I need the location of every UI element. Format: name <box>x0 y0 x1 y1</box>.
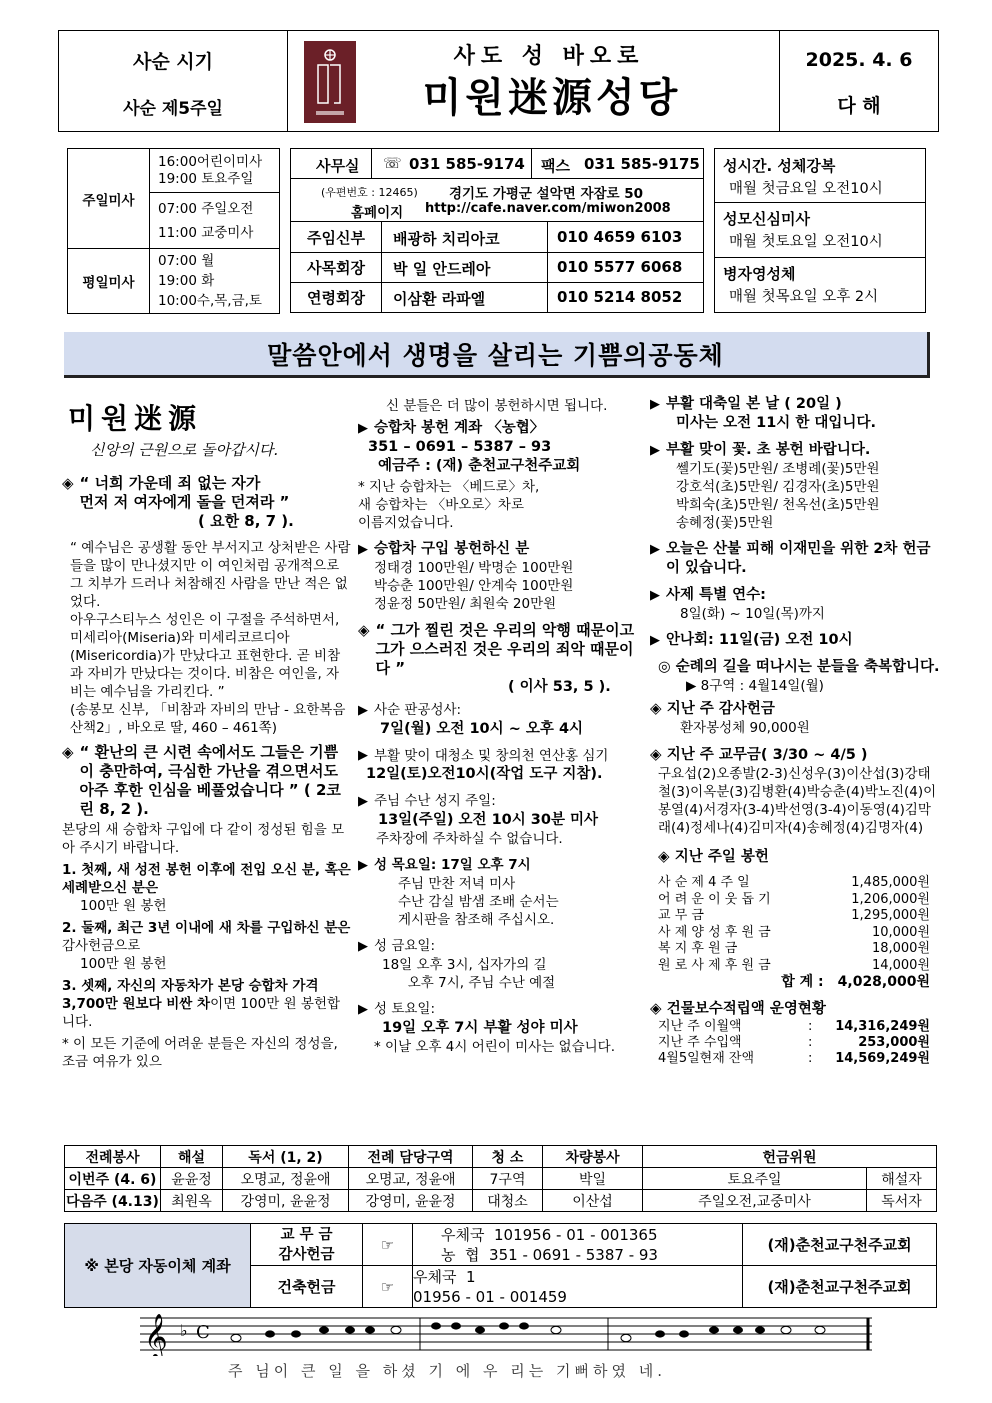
appeal-text: 본당의 새 승합차 구입에 다 같이 정성된 힘을 모아 주시기 바랍니다. <box>62 822 345 856</box>
notice-title: 주님 수난 성지 주일: <box>374 793 496 809</box>
account-holder: 예금주 : (재) 춘천교구천주교회 <box>378 458 581 474</box>
notice-title: 사제 특별 연수: <box>666 587 766 603</box>
donor-line: 송혜정(꽃)5만원 <box>676 515 774 531</box>
donor-line: 박희숙(초)5만원/ 천옥선(초)5만원 <box>676 497 880 513</box>
notice-note: 주차장에 주차하실 수 없습니다. <box>376 831 563 847</box>
triangle-bullet-icon: ▶ <box>358 939 368 954</box>
devotion-detail: 매월 첫목요일 오후 2시 <box>729 289 879 305</box>
duty-header: 헌금위원 <box>643 1146 937 1168</box>
offering-row: 복 지 후 원 금 18,000원 <box>658 941 930 956</box>
staff-role: 연령회장 <box>307 288 365 307</box>
office-label: 사무실 <box>316 157 360 175</box>
staff-phone: 010 4659 6103 <box>557 228 683 246</box>
notice-body: 오늘은 산불 피해 이재민을 위한 2차 헌금이 있습니다. <box>666 541 931 576</box>
donor-line: 박승춘 100만원/ 안계숙 100만원 <box>374 578 574 594</box>
triangle-bullet-icon: ▶ <box>650 542 660 557</box>
account-number: 351 – 0691 – 5387 – 93 <box>368 439 552 455</box>
triangle-bullet-icon: ▶ <box>358 794 368 809</box>
diamond-bullet-icon: ◈ <box>62 743 74 761</box>
offering-row: 어 려 운 이 웃 돕 기 1,206,000원 <box>658 891 930 907</box>
pointing-hand-icon: ☞ <box>363 1266 413 1308</box>
devotion-title: 성모신심미사 <box>723 210 810 228</box>
duty-row: 다음주 (4.13) 최원옥 강영미, 윤윤정 강영미, 윤윤정 대청소 이산섭 주일오전,교중미사 독서자 <box>65 1190 937 1212</box>
section-title: 지난 주 감사헌금 <box>666 701 775 717</box>
thanks-offering: 환자봉성체 90,000원 <box>680 720 810 736</box>
notice-body: 18일 오후 3시, 십자가의 길 오후 7시, 주님 수난 예절 <box>382 957 556 991</box>
notice-title: 부활 맞이 꽃. 초 봉헌 바랍니다. <box>666 442 871 458</box>
building-row: 4월5일현재 잔액 : 14,569,249원 <box>658 1050 930 1066</box>
devotion-detail: 매월 첫토요일 오전10시 <box>729 234 883 250</box>
church-logo <box>304 41 356 123</box>
triangle-bullet-icon: ▶ <box>358 748 368 763</box>
address-prefix: (우편번호 : 12465) <box>321 186 418 199</box>
notice-body: 13일(주일) 오전 10시 30분 미사 <box>378 812 599 828</box>
school-fee-list: 구요섭(2)오종발(2-3)신성우(3)이산섭(3)강태철(3)이옥분(3)김병환(4)박승춘(4)박노진(4)이봉열(4)서경자(3-4)박선영(3-4)이동영(4)김막래(4)정세나(4)김미자(4)송혜정(4)김명자(4) <box>658 766 937 836</box>
donor-line: 쎌기도(꽃)5만원/ 조병례(꽃)5만원 <box>676 461 880 477</box>
auto-transfer-table <box>64 1223 937 1308</box>
notice-title: 사순 판공성사: <box>374 702 462 718</box>
transfer-type: 건축헌금 <box>251 1266 363 1308</box>
header-box <box>58 30 939 132</box>
office-box <box>290 148 704 313</box>
notice-body: 12일(토)오전10시(작업 도구 지참). <box>366 766 603 782</box>
notice-title: 성 토요일: <box>374 1001 436 1017</box>
offering-row: 교 무 금 1,295,000원 <box>658 908 930 923</box>
column-logo-motto: 신앙의 근원으로 돌아갑시다. <box>90 441 279 459</box>
duty-roster-table <box>64 1145 937 1212</box>
weekday-mass-label: 평일미사 <box>68 249 150 314</box>
devotion-title: 성시간. 성체강복 <box>723 157 836 175</box>
mass-time: 07:00 주일오전 <box>158 200 254 217</box>
homepage-label: 홈페이지 <box>351 205 404 221</box>
theme-banner: 말씀안에서 생명을 살리는 기쁨의공동체 <box>64 332 930 378</box>
pointing-hand-icon: ☞ <box>363 1224 413 1266</box>
diamond-bullet-icon: ◈ <box>650 745 667 763</box>
section-title: 건물보수적립액 운영현황 <box>666 1000 826 1017</box>
mass-time: 19:00 토요주일 <box>158 170 254 187</box>
staff-role: 사목회장 <box>307 258 365 277</box>
donor-line: 정태경 100만원/ 박명순 100만원 <box>374 560 574 576</box>
date-label: 2025. 4. 6 <box>805 49 913 71</box>
offering-row: 사 제 양 성 후 원 금 10,000원 <box>658 924 930 940</box>
mass-time: 10:00수,목,금,토 <box>158 293 262 309</box>
staff-name: 배광하 치리아코 <box>393 230 500 248</box>
staff-phone: 010 5577 6068 <box>557 258 683 276</box>
mass-time: 16:00어린이미사 <box>158 153 263 170</box>
diamond-bullet-icon: ◈ <box>358 621 370 639</box>
devotion-title: 병자영성체 <box>723 265 796 283</box>
offering-row: 사 순 제 4 주 일 1,485,000원 <box>658 875 930 890</box>
criteria-item: 3. 셋째, 자신의 자동차가 본당 승합차 가격 3,700만 원보다 비싼 차이면 100만 원 봉헌합니다. <box>62 978 341 1030</box>
header-org: 사도 성 바오로 <box>453 42 645 69</box>
section-title: 지난 주 교무금( 3/30 ~ 4/5 ) <box>666 747 868 763</box>
vehicle-rename: * 지난 승합차는 〈베드로〉차, 새 승합차는 〈바오로〉차로 이름지었습니다. <box>358 479 540 531</box>
donors-title: 승합차 구입 봉헌하신 분 <box>374 541 530 557</box>
donor-line: 강호석(초)5만원/ 김경자(초)5만원 <box>676 479 880 495</box>
notice-body: 19일 오후 7시 부활 성야 미사 <box>382 1020 578 1036</box>
notice-title: 성 목요일: 17일 오후 7시 <box>374 857 531 873</box>
transfer-label: ※ 본당 자동이체 계좌 <box>65 1224 251 1308</box>
quote-title: “ 그가 찔린 것은 우리의 악행 때문이고 그가 으스러진 것은 우리의 죄악 때문이다 ” <box>375 621 635 677</box>
notice-title: 부활 맞이 대청소 및 창의천 연산홍 심기 <box>374 748 609 764</box>
music-staff <box>140 1312 880 1356</box>
duty-header: 전례봉사 <box>65 1146 161 1168</box>
building-row: 지난 주 이월액 : 14,316,249원 <box>658 1018 930 1034</box>
svg-text:♭: ♭ <box>180 1321 188 1340</box>
fax-label: 팩스 <box>541 157 570 175</box>
notice-note: * 이날 오후 4시 어린이 미사는 없습니다. <box>374 1039 615 1055</box>
duty-header: 차량봉사 <box>543 1146 643 1168</box>
triangle-bullet-icon: ▶ <box>650 588 660 603</box>
building-row: 지난 주 수입액 : 253,000원 <box>658 1034 930 1050</box>
pilgrim-blessing: ◎ 순례의 길을 떠나시는 분들을 축복합니다. <box>658 659 940 675</box>
duty-header: 독서 (1, 2) <box>223 1146 349 1168</box>
duty-row: 이번주 (4. 6) 윤윤정 오명교, 정윤애 오명교, 정윤애 7구역 박일 토요주일 해설자 <box>65 1168 937 1190</box>
svg-text:𝄞: 𝄞 <box>144 1314 168 1356</box>
staff-name: 박 일 안드레아 <box>393 260 491 278</box>
triangle-bullet-icon: ▶ <box>358 703 368 718</box>
devotions-box <box>714 148 926 313</box>
triangle-bullet-icon: ▶ <box>358 858 368 873</box>
mass-times-table <box>67 148 280 314</box>
column-3 <box>650 393 940 1067</box>
triangle-bullet-icon: ▶ <box>358 542 368 557</box>
offering-row: 원 로 사 제 후 원 금 14,000원 <box>658 957 930 973</box>
notice-body: 8일(화) ~ 10일(목)까지 <box>680 606 825 622</box>
transfer-holder: (재)춘천교구천주교회 <box>743 1224 937 1266</box>
quote-reference: ( 이사 53, 5 ). <box>508 679 611 695</box>
devotion-detail: 매월 첫금요일 오전10시 <box>729 181 883 197</box>
triangle-bullet-icon: ▶ <box>650 443 660 458</box>
sunday-mass-label: 주일미사 <box>68 149 150 249</box>
mass-time: 19:00 화 <box>158 273 215 289</box>
diamond-bullet-icon: ◈ <box>62 474 74 492</box>
mass-time: 07:00 월 <box>158 253 215 269</box>
transfer-accounts: 우체국 1 01956 - 01 - 001459 <box>413 1266 743 1308</box>
svg-text:C: C <box>196 1322 210 1343</box>
triangle-bullet-icon: ▶ <box>650 633 660 648</box>
criteria-item: 1. 첫째, 새 성전 봉헌 이후에 전입 오신 분, 혹은 세례받으신 분은 100만 원 봉헌 <box>62 862 351 914</box>
address: 경기도 가평군 설악면 자잠로 50 <box>449 186 644 202</box>
staff-phone: 010 5214 8052 <box>557 288 683 306</box>
section-title: 지난 주일 봉헌 <box>674 849 769 865</box>
phone-icon: ☏ <box>383 154 402 172</box>
notice-body: 미사는 오전 11시 한 대입니다. <box>676 415 876 431</box>
diamond-bullet-icon: ◈ <box>650 699 667 717</box>
transfer-type: 교 무 금 감사헌금 <box>251 1224 363 1266</box>
homepage-link[interactable]: http://cafe.naver.com/miwon2008 <box>425 201 671 216</box>
criteria-note: * 이 모든 기준에 어려운 분들은 자신의 정성을, 조금 여유가 있으 <box>62 1036 338 1070</box>
song-lyrics: 주 님이 큰 일 을 하셨 기 에 우 리는 기뻐하였 네. <box>228 1362 667 1380</box>
criteria-item: 2. 둘째, 최근 3년 이내에 새 차를 구입하신 분은 감사헌금으로 100만 원 봉헌 <box>62 920 351 972</box>
offering-total: 합 계 : 4,028,000원 <box>781 974 930 990</box>
pilgrim-zone: ▶ 8구역 : 4월14일(월) <box>686 678 824 694</box>
account-title: 승합차 봉헌 계좌 〈농협〉 <box>374 420 545 436</box>
duty-header: 해설 <box>161 1146 223 1168</box>
week-label: 사순 제5주일 <box>123 98 223 119</box>
mass-time: 11:00 교중미사 <box>158 224 254 241</box>
quote-title: “ 환난의 큰 시련 속에서도 그들은 기쁨이 충만하여, 극심한 가난을 겪으면서도 아주 후한 인심을 베풀었습니다 ” ( 2코린 8, 2 ). <box>79 743 341 818</box>
diamond-bullet-icon: ◈ <box>658 847 675 865</box>
quote-reference: ( 요한 8, 7 ). <box>198 512 294 530</box>
donor-line: 정윤정 50만원/ 최원숙 20만원 <box>374 596 557 612</box>
office-phone: 031 585-9174 <box>409 155 525 173</box>
quote-body: “ 예수님은 공생활 동안 부서지고 상처받은 사람들을 많이 만나셨지만 이 여인처럼 공개적으로 그 치부가 드러나 처참해진 사람을 만난 적은 없었다. 아우구스티누스 성인은 이 구절을 주석하면서, 미세리아(Miseria)와 미세리코르디아(Misericordia)가 만났다고 표현한다. 곧 비참과 자비가 만났다는 것이다. 비참은 여인을, 자비는 예수님을 가리킨다. ” (송봉모 신부, 「비참과 자비의 만남 - 요한복음 산책2」, 바오로 딸, 460 – 461쪽) <box>70 540 351 736</box>
season-label: 사순 시기 <box>132 50 214 73</box>
notice-body: 주님 만찬 저녁 미사 수난 감실 밤샘 조배 순서는 게시판을 참조해 주십시오. <box>398 876 559 928</box>
column-1 <box>62 393 352 1071</box>
notice-title: 부활 대축일 본 날 ( 20일 ) <box>666 396 842 412</box>
notice-body: 안나회: 11일(금) 오전 10시 <box>666 632 853 648</box>
note-continued: 신 분들은 더 많이 봉헌하시면 됩니다. <box>386 398 608 414</box>
duty-header: 전례 담당구역 <box>349 1146 473 1168</box>
triangle-bullet-icon: ▶ <box>358 421 368 436</box>
notice-body: 7일(월) 오전 10시 ~ 오후 4시 <box>380 721 584 737</box>
staff-role: 주임신부 <box>307 228 365 247</box>
header-title: 미원迷源성당 <box>422 73 682 121</box>
diamond-bullet-icon: ◈ <box>650 998 667 1017</box>
transfer-accounts: 우체국 101956 - 01 - 001365 농 협 351 - 0691 - 5387 - 93 <box>413 1224 743 1266</box>
fax-number: 031 585-9175 <box>584 155 700 173</box>
triangle-bullet-icon: ▶ <box>650 397 660 412</box>
quote-title: “ 너희 가운데 죄 없는 자가 먼저 저 여자에게 돌을 던져라 ” <box>79 474 290 511</box>
column-2 <box>358 393 640 1064</box>
staff-name: 이삼환 라파엘 <box>393 290 486 308</box>
notice-title: 성 금요일: <box>374 938 436 954</box>
transfer-holder: (재)춘천교구천주교회 <box>743 1266 937 1308</box>
duty-header: 청 소 <box>473 1146 543 1168</box>
liturgical-cycle: 다 해 <box>837 94 881 117</box>
triangle-bullet-icon: ▶ <box>358 1002 368 1017</box>
column-logo: 미원迷源 <box>68 402 203 435</box>
